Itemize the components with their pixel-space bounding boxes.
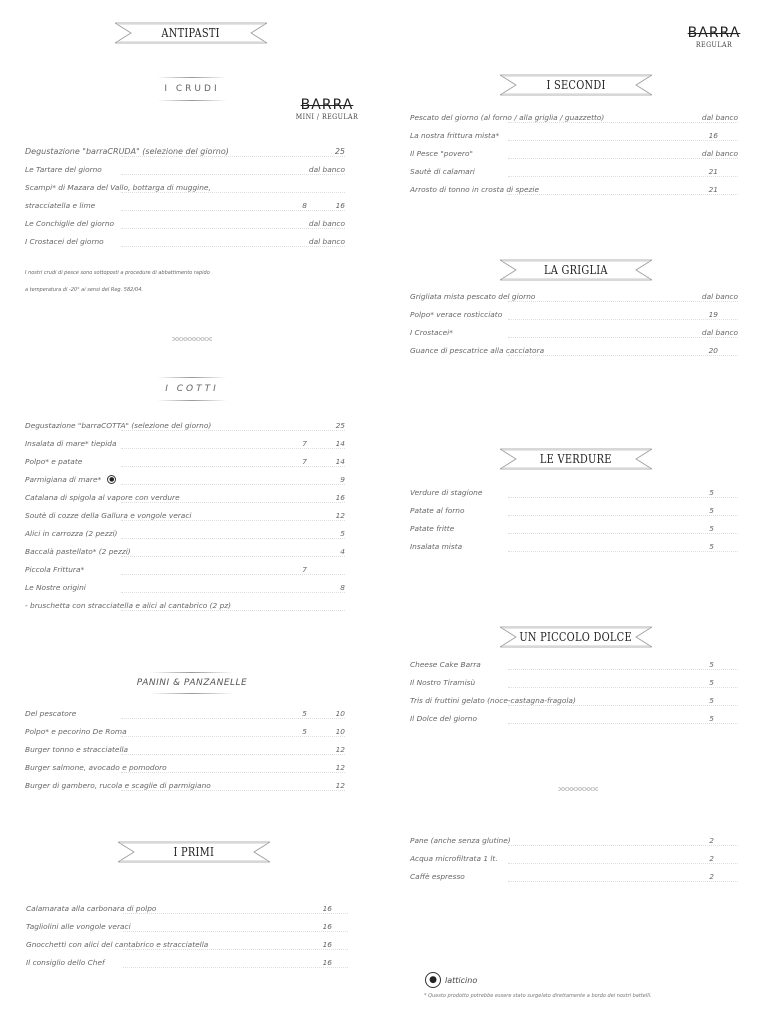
menu-item-row [26, 917, 348, 935]
item-name: Pane (anche senza glutine) [410, 835, 511, 845]
item-name: Pescato del giorno (al forno / alla griglia / guazzetto) [410, 112, 605, 122]
item-price: 5 [709, 505, 714, 515]
menu-item-row [26, 935, 348, 953]
price-regular: 12 [335, 762, 345, 772]
menu-item-row [25, 178, 345, 196]
section-title: I SECONDI [546, 78, 606, 92]
menu-item-row [410, 655, 738, 673]
price-regular: 5 [340, 528, 345, 538]
barra-logo-regular [684, 25, 744, 49]
price-regular: 25 [334, 146, 345, 156]
dotted-leader [123, 913, 348, 914]
price-regular: dal banco [308, 236, 345, 246]
legend [425, 972, 477, 988]
item-name: Il Nostro Tiramisù [410, 677, 476, 687]
menu-item-row [25, 578, 345, 596]
subsection-heading-cotti: I COTTI [157, 384, 227, 394]
price-regular: 12 [335, 510, 345, 520]
dotted-leader [121, 430, 345, 431]
dotted-leader [508, 194, 738, 195]
price-regular: 9 [340, 474, 345, 484]
panini-menu-list [25, 704, 345, 794]
item-price: dal banco [701, 327, 738, 337]
menu-item-row [25, 776, 345, 794]
item-price: dal banco [701, 291, 738, 301]
dotted-leader [121, 610, 345, 611]
menu-item-row [25, 452, 345, 470]
item-name: Parmigiana di mare* [25, 474, 102, 484]
dotted-leader [508, 158, 738, 159]
dotted-leader [508, 533, 738, 534]
item-name: - bruschetta con stracciatella e alici al cantabrico (2 pz) [25, 600, 232, 610]
item-name: Il consiglio dello Chef [26, 957, 105, 967]
dotted-leader [121, 246, 345, 247]
dotted-leader [508, 301, 738, 302]
section-banner-griglia [500, 259, 652, 281]
menu-item-row [25, 560, 345, 578]
menu-item-row [25, 470, 345, 488]
item-name: Polpo* verace rosticciato [410, 309, 503, 319]
item-name: Del pescatore [25, 708, 77, 718]
menu-item-row [25, 506, 345, 524]
menu-item-row [410, 867, 738, 885]
item-name: Alici in carrozza (2 pezzi) [25, 528, 118, 538]
note-line: a temperatura di -20° ai sensi del Reg. 582/04. [25, 287, 143, 293]
price-regular: 8 [340, 582, 345, 592]
dotted-leader [508, 687, 738, 688]
section-title: LA GRIGLIA [544, 263, 608, 277]
dotted-leader [508, 669, 738, 670]
logo-mark: BARRA [687, 25, 741, 41]
item-name: Patate fritte [410, 523, 455, 533]
dotted-leader [121, 736, 345, 737]
menu-item-row [25, 142, 345, 160]
squiggle-divider [172, 337, 212, 341]
item-price: 21 [708, 184, 718, 194]
price-regular: 16 [335, 492, 345, 502]
item-name: Verdure di stagione [410, 487, 483, 497]
price-regular: dal banco [308, 218, 345, 228]
menu-item-row [25, 722, 345, 740]
logo-sub: MINI / REGULAR [295, 113, 359, 121]
dotted-leader [121, 484, 345, 485]
menu-item-row [410, 126, 738, 144]
griglia-menu-list [410, 287, 738, 359]
item-name: Le Tartare del giorno [25, 164, 102, 174]
legend-label: latticino [445, 975, 478, 985]
price-mini: 7 [302, 438, 307, 448]
menu-item-row [25, 196, 345, 214]
latticino-icon: ● [109, 475, 115, 483]
item-name: Tris di fruttini gelato (noce-castagna-fragola) [410, 695, 576, 705]
menu-item-row [410, 483, 738, 501]
item-price: 16 [322, 939, 332, 949]
dotted-leader [508, 723, 738, 724]
secondi-menu-list [410, 108, 738, 198]
menu-item-row [410, 287, 738, 305]
item-price: 5 [709, 695, 714, 705]
menu-item-row [25, 488, 345, 506]
price-mini: 5 [302, 726, 307, 736]
item-name: Baccalà pastellato* (2 pezzi) [25, 546, 131, 556]
item-price: 16 [322, 957, 332, 967]
item-name: Il Dolce del giorno [410, 713, 477, 723]
primi-menu-list [26, 899, 348, 971]
menu-item-row [25, 416, 345, 434]
menu-item-row [410, 341, 738, 359]
dotted-leader [121, 718, 345, 719]
dotted-leader [121, 790, 345, 791]
section-title: UN PICCOLO DOLCE [519, 630, 633, 644]
item-name: I Crostacei del giorno [25, 236, 104, 246]
item-name: La nostra frittura mista* [410, 130, 500, 140]
dotted-leader [123, 931, 348, 932]
price-regular: 4 [340, 546, 345, 556]
item-price: 2 [709, 871, 714, 881]
dotted-leader [508, 705, 738, 706]
menu-item-row [410, 831, 738, 849]
menu-item-row [410, 691, 738, 709]
dotted-leader [121, 156, 345, 157]
item-name: Grigliata mista pescato del giorno [410, 291, 536, 301]
logo-mark: BARRA [300, 97, 354, 113]
dotted-leader [508, 497, 738, 498]
item-price: 5 [709, 541, 714, 551]
dotted-leader [508, 122, 738, 123]
section-title: I PRIMI [173, 845, 215, 859]
note-line: I nostri crudi di pesce sono sottoposti a procedure di abbattimento rapido [25, 270, 210, 276]
item-name: Burger tonno e stracciatella [25, 744, 129, 754]
item-name: Catalana di spigola al vapore con verdure [25, 492, 180, 502]
dotted-leader [121, 574, 345, 575]
item-price: 16 [322, 921, 332, 931]
dotted-leader [121, 466, 345, 467]
price-mini: 8 [302, 200, 307, 210]
menu-item-row [410, 537, 738, 555]
item-name: Insalata di mare* tiepida [25, 438, 117, 448]
price-regular: 14 [335, 438, 345, 448]
dotted-leader [508, 355, 738, 356]
menu-item-row [26, 953, 348, 971]
footnote: * Questo prodotto potrebbe essere stato surgelato direttamente a bordo dei nostri battelli. [424, 993, 652, 999]
item-price: 16 [708, 130, 718, 140]
item-name: Polpo* e pecorino De Roma [25, 726, 127, 736]
dotted-leader [121, 228, 345, 229]
item-price: 5 [709, 487, 714, 497]
item-name: Calamarata alla carbonara di polpo [26, 903, 157, 913]
item-price: 21 [708, 166, 718, 176]
dotted-leader [121, 174, 345, 175]
dotted-leader [508, 140, 738, 141]
menu-item-row [25, 596, 345, 614]
menu-item-row [410, 709, 738, 727]
menu-item-row [25, 160, 345, 178]
menu-item-row [410, 673, 738, 691]
item-name: Acqua microfiltrata 1 lt. [410, 853, 498, 863]
item-name: Scampi* di Mazara del Vallo, bottarga di muggine, [25, 182, 211, 192]
subsection-heading-crudi: I CRUDI [157, 84, 227, 94]
logo-sub: REGULAR [695, 41, 733, 49]
dolce-menu-list [410, 655, 738, 727]
item-name: I Crostacei* [410, 327, 453, 337]
item-price: 5 [709, 677, 714, 687]
menu-item-row [25, 758, 345, 776]
subsection-heading-panini: PANINI & PANZANELLE [122, 678, 262, 688]
dotted-leader [121, 556, 345, 557]
price-regular: 12 [335, 744, 345, 754]
item-name: Sautè di calamari [410, 166, 475, 176]
item-name: Cheese Cake Barra [410, 659, 481, 669]
item-price: dal banco [701, 112, 738, 122]
item-price: dal banco [701, 148, 738, 158]
menu-item-row [410, 180, 738, 198]
item-name: Arrosto di tonno in crosta di spezie [410, 184, 540, 194]
section-banner-dolce [500, 626, 652, 648]
section-banner-secondi [500, 74, 652, 96]
item-price: 5 [709, 713, 714, 723]
crudi-note [25, 268, 210, 295]
menu-item-row [25, 542, 345, 560]
dotted-leader [121, 754, 345, 755]
price-regular: 16 [335, 200, 345, 210]
dotted-leader [121, 538, 345, 539]
section-title: LE VERDURE [540, 452, 612, 466]
section-title: ANTIPASTI [161, 26, 221, 40]
menu-item-row [25, 214, 345, 232]
section-banner-verdure [500, 448, 652, 470]
dotted-leader [508, 881, 738, 882]
item-price: 20 [708, 345, 718, 355]
menu-item-row [410, 162, 738, 180]
dotted-leader [508, 863, 738, 864]
item-name: Le Nostre origini [25, 582, 86, 592]
squiggle-divider [558, 787, 598, 791]
barra-logo-mini-regular [292, 97, 362, 121]
menu-item-row [410, 144, 738, 162]
item-name: Degustazione "barraCOTTA" (selezione del giorno) [25, 420, 212, 430]
menu-item-row [410, 519, 738, 537]
price-mini: 7 [302, 564, 307, 574]
item-name: Soutè di cozze della Gallura e vongole veraci [25, 510, 192, 520]
item-name: Il Pesce "povero" [410, 148, 473, 158]
dotted-leader [121, 520, 345, 521]
dotted-leader [123, 967, 348, 968]
extra-menu-list [410, 831, 738, 885]
item-price: 2 [709, 835, 714, 845]
dotted-leader [121, 448, 345, 449]
item-name: Guance di pescatrice alla cacciatora [410, 345, 545, 355]
crudi-menu-list [25, 142, 345, 250]
price-regular: 12 [335, 780, 345, 790]
dotted-leader [508, 515, 738, 516]
item-name: Degustazione "barraCRUDA" (selezione del giorno) [25, 146, 229, 156]
dotted-leader [121, 592, 345, 593]
section-banner-primi [118, 841, 270, 863]
dotted-leader [508, 845, 738, 846]
item-name: Patate al forno [410, 505, 465, 515]
dotted-leader [508, 176, 738, 177]
price-mini: 5 [302, 708, 307, 718]
item-name: Burger di gambero, rucola e scaglie di parmigiano [25, 780, 211, 790]
item-name: Piccola Frittura* [25, 564, 85, 574]
item-price: 19 [708, 309, 718, 319]
item-name: Insalata mista [410, 541, 463, 551]
menu-item-row [25, 704, 345, 722]
section-banner-antipasti [115, 22, 267, 44]
dotted-leader [508, 337, 738, 338]
price-regular: dal banco [308, 164, 345, 174]
menu-item-row [410, 108, 738, 126]
item-name: Caffè espresso [410, 871, 465, 881]
price-regular: 14 [335, 456, 345, 466]
menu-item-row [410, 323, 738, 341]
latticino-icon: ● [425, 972, 441, 988]
dotted-leader [508, 319, 738, 320]
price-regular: 10 [335, 726, 345, 736]
menu-item-row [410, 305, 738, 323]
item-name: stracciatella e lime [25, 200, 96, 210]
item-price: 5 [709, 659, 714, 669]
price-mini: 7 [302, 456, 307, 466]
verdure-menu-list [410, 483, 738, 555]
item-name: Gnocchetti con alici del cantabrico e stracciatella [26, 939, 209, 949]
menu-item-row [410, 849, 738, 867]
dotted-leader [121, 192, 345, 193]
menu-item-row [410, 501, 738, 519]
dotted-leader [123, 949, 348, 950]
menu-item-row [26, 899, 348, 917]
menu-item-row [25, 524, 345, 542]
item-name: Polpo* e patate [25, 456, 83, 466]
dotted-leader [121, 502, 345, 503]
item-price: 2 [709, 853, 714, 863]
price-regular: 25 [335, 420, 345, 430]
menu-item-row [25, 434, 345, 452]
menu-item-row [25, 232, 345, 250]
item-price: 5 [709, 523, 714, 533]
dotted-leader [508, 551, 738, 552]
item-name: Burger salmone, avocado e pomodoro [25, 762, 167, 772]
menu-item-row [25, 740, 345, 758]
item-name: Tagliolini alle vongole veraci [26, 921, 131, 931]
dotted-leader [121, 772, 345, 773]
price-regular: 10 [335, 708, 345, 718]
item-name: Le Conchiglie del giorno [25, 218, 115, 228]
item-price: 16 [322, 903, 332, 913]
cotti-menu-list [25, 416, 345, 614]
dotted-leader [121, 210, 345, 211]
